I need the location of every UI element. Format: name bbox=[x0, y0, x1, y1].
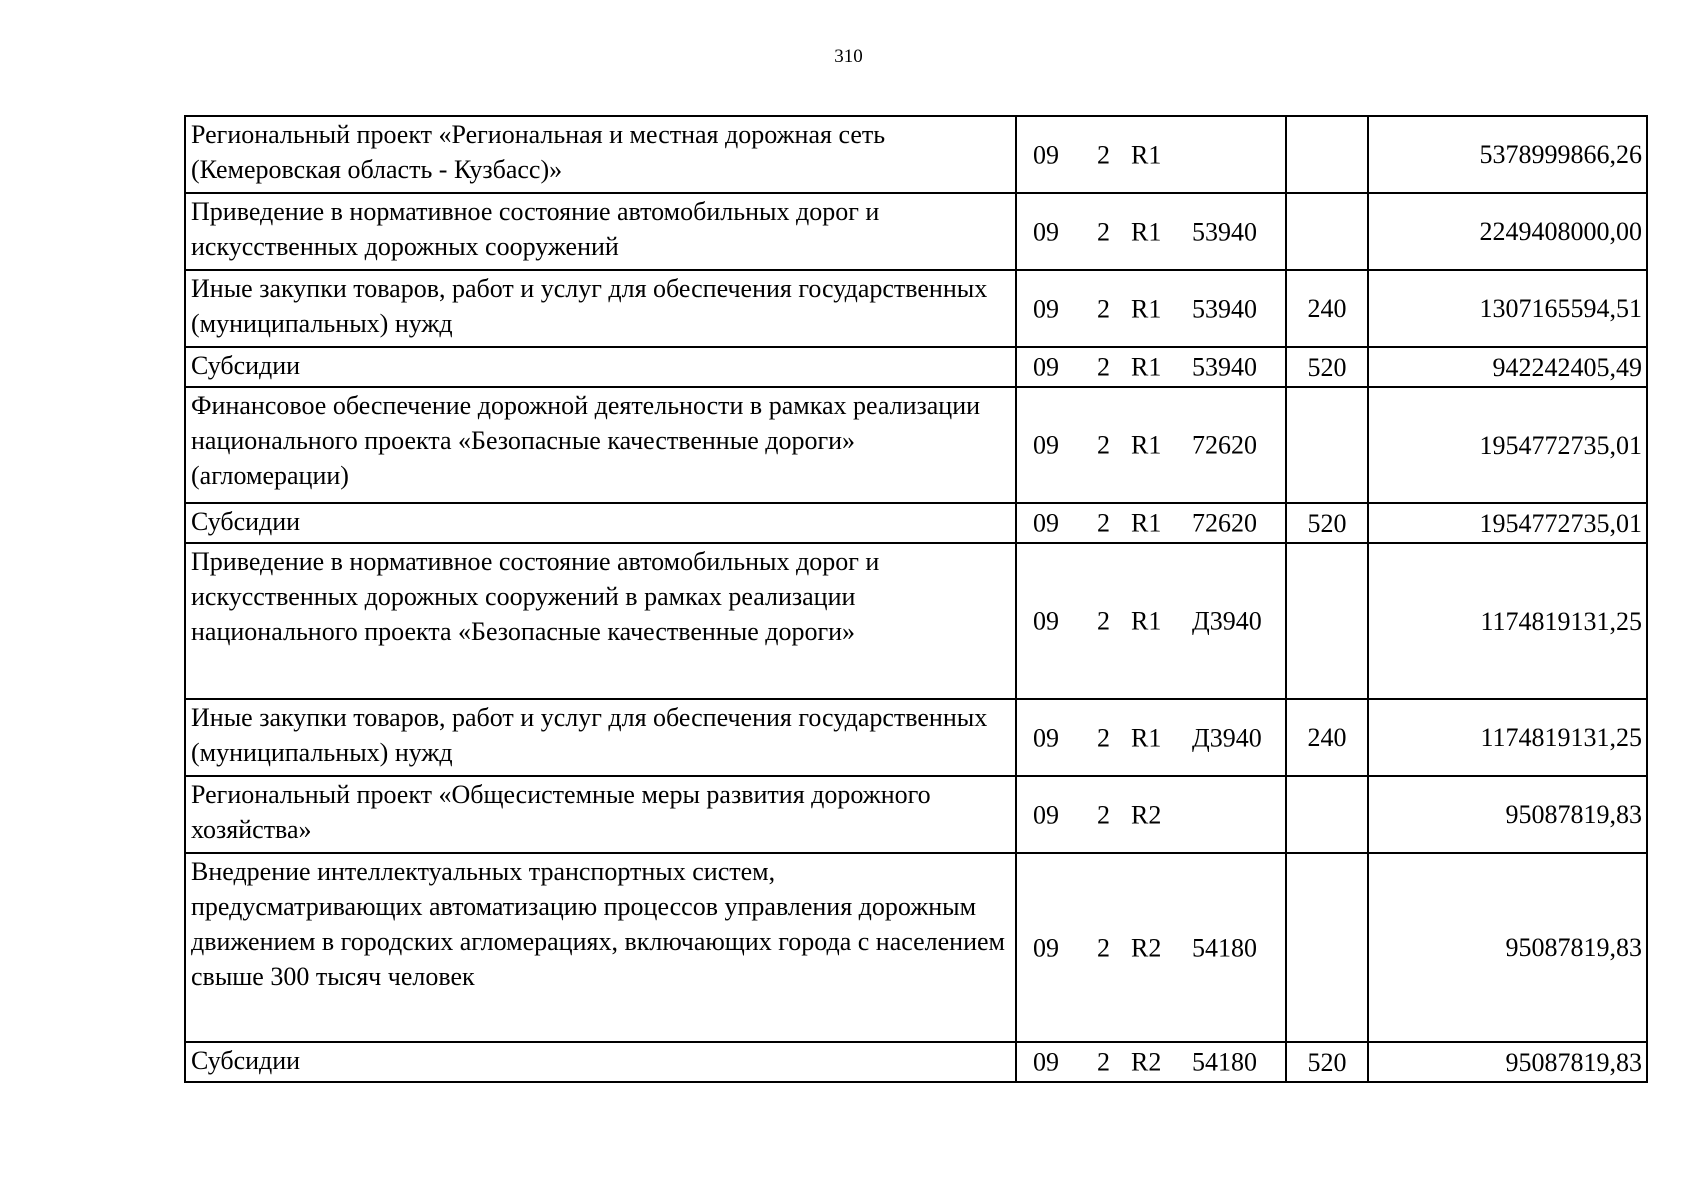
expense-type-code bbox=[1286, 543, 1368, 699]
row-name: Приведение в нормативное состояние автомобильных дорог и искусственных дорожных сооружений bbox=[185, 193, 1016, 270]
row-codes bbox=[1016, 543, 1286, 699]
expense-type-code: 240 bbox=[1286, 699, 1368, 776]
expense-type-code bbox=[1286, 116, 1368, 193]
row-name: Субсидии bbox=[185, 347, 1016, 387]
item-code: 72620 bbox=[1192, 430, 1257, 460]
table-row bbox=[185, 853, 1647, 1042]
table-row bbox=[185, 543, 1647, 699]
project-code: R2 bbox=[1131, 933, 1162, 962]
row-codes bbox=[1016, 347, 1286, 387]
expense-type-code bbox=[1286, 193, 1368, 270]
row-codes bbox=[1016, 699, 1286, 776]
row-name: Региональный проект «Региональная и местная дорожная сеть (Кемеровская область - Кузбасс)» bbox=[185, 116, 1016, 193]
section-code: 09 bbox=[1033, 800, 1059, 829]
expense-type-code bbox=[1286, 387, 1368, 503]
table-row bbox=[185, 347, 1647, 387]
expense-type-code: 240 bbox=[1286, 270, 1368, 347]
row-name: Внедрение интеллектуальных транспортных систем, предусматривающих автоматизацию процессов управления дорожным движением в городских агломерациях, включающих города с населением свыше 300 тысяч человек bbox=[185, 853, 1016, 1042]
row-codes bbox=[1016, 776, 1286, 853]
program-code: 2 bbox=[1097, 933, 1110, 962]
item-code: 54180 bbox=[1192, 1047, 1257, 1077]
amount: 5378999866,26 bbox=[1368, 116, 1647, 193]
section-code: 09 bbox=[1033, 508, 1059, 538]
project-code: R2 bbox=[1131, 800, 1162, 829]
budget-table bbox=[184, 115, 1648, 1083]
program-code: 2 bbox=[1097, 294, 1110, 323]
row-codes bbox=[1016, 853, 1286, 1042]
item-code: Д3940 bbox=[1192, 723, 1262, 752]
item-code: Д3940 bbox=[1192, 606, 1262, 636]
table-row bbox=[185, 503, 1647, 543]
section-code: 09 bbox=[1033, 606, 1059, 636]
table-row bbox=[185, 116, 1647, 193]
page-number: 310 bbox=[834, 46, 863, 67]
row-name: Иные закупки товаров, работ и услуг для обеспечения государственных (муниципальных) нужд bbox=[185, 699, 1016, 776]
section-code: 09 bbox=[1033, 933, 1059, 962]
project-code: R1 bbox=[1131, 352, 1162, 382]
table-row bbox=[185, 1042, 1647, 1082]
row-codes bbox=[1016, 1042, 1286, 1082]
program-code: 2 bbox=[1097, 217, 1110, 246]
row-codes bbox=[1016, 270, 1286, 347]
section-code: 09 bbox=[1033, 1047, 1059, 1077]
section-code: 09 bbox=[1033, 217, 1059, 246]
row-name: Финансовое обеспечение дорожной деятельности в рамках реализации национального проекта «Безопасные качественные дороги» (агломерации) bbox=[185, 387, 1016, 503]
row-name: Иные закупки товаров, работ и услуг для обеспечения государственных (муниципальных) нужд bbox=[185, 270, 1016, 347]
program-code: 2 bbox=[1097, 430, 1110, 460]
program-code: 2 bbox=[1097, 140, 1110, 169]
table-row bbox=[185, 776, 1647, 853]
amount: 1954772735,01 bbox=[1368, 387, 1647, 503]
item-code: 54180 bbox=[1192, 933, 1257, 962]
table-row bbox=[185, 387, 1647, 503]
table-row bbox=[185, 193, 1647, 270]
amount: 942242405,49 bbox=[1368, 347, 1647, 387]
amount: 1174819131,25 bbox=[1368, 543, 1647, 699]
section-code: 09 bbox=[1033, 140, 1059, 169]
amount: 95087819,83 bbox=[1368, 853, 1647, 1042]
table-row bbox=[185, 270, 1647, 347]
row-name: Приведение в нормативное состояние автомобильных дорог и искусственных дорожных сооружений в рамках реализации национального проекта «Безопасные качественные дороги» bbox=[185, 543, 1016, 699]
amount: 1174819131,25 bbox=[1368, 699, 1647, 776]
project-code: R1 bbox=[1131, 508, 1162, 538]
amount: 95087819,83 bbox=[1368, 1042, 1647, 1082]
row-name: Субсидии bbox=[185, 503, 1016, 543]
expense-type-code: 520 bbox=[1286, 1042, 1368, 1082]
row-name: Субсидии bbox=[185, 1042, 1016, 1082]
program-code: 2 bbox=[1097, 1047, 1110, 1077]
expense-type-code bbox=[1286, 853, 1368, 1042]
section-code: 09 bbox=[1033, 352, 1059, 382]
project-code: R1 bbox=[1131, 430, 1162, 460]
table-row bbox=[185, 699, 1647, 776]
section-code: 09 bbox=[1033, 723, 1059, 752]
expense-type-code: 520 bbox=[1286, 503, 1368, 543]
expense-type-code: 520 bbox=[1286, 347, 1368, 387]
amount: 2249408000,00 bbox=[1368, 193, 1647, 270]
project-code: R1 bbox=[1131, 723, 1162, 752]
program-code: 2 bbox=[1097, 508, 1110, 538]
item-code: 53940 bbox=[1192, 217, 1257, 246]
project-code: R1 bbox=[1131, 606, 1162, 636]
program-code: 2 bbox=[1097, 352, 1110, 382]
expense-type-code bbox=[1286, 776, 1368, 853]
item-code: 53940 bbox=[1192, 352, 1257, 382]
program-code: 2 bbox=[1097, 800, 1110, 829]
section-code: 09 bbox=[1033, 294, 1059, 323]
program-code: 2 bbox=[1097, 723, 1110, 752]
project-code: R1 bbox=[1131, 140, 1162, 169]
row-codes bbox=[1016, 503, 1286, 543]
amount: 1954772735,01 bbox=[1368, 503, 1647, 543]
section-code: 09 bbox=[1033, 430, 1059, 460]
item-code: 53940 bbox=[1192, 294, 1257, 323]
row-codes bbox=[1016, 116, 1286, 193]
project-code: R1 bbox=[1131, 294, 1162, 323]
program-code: 2 bbox=[1097, 606, 1110, 636]
item-code: 72620 bbox=[1192, 508, 1257, 538]
amount: 1307165594,51 bbox=[1368, 270, 1647, 347]
project-code: R1 bbox=[1131, 217, 1162, 246]
row-codes bbox=[1016, 387, 1286, 503]
row-name: Региональный проект «Общесистемные меры развития дорожного хозяйства» bbox=[185, 776, 1016, 853]
amount: 95087819,83 bbox=[1368, 776, 1647, 853]
project-code: R2 bbox=[1131, 1047, 1162, 1077]
row-codes bbox=[1016, 193, 1286, 270]
